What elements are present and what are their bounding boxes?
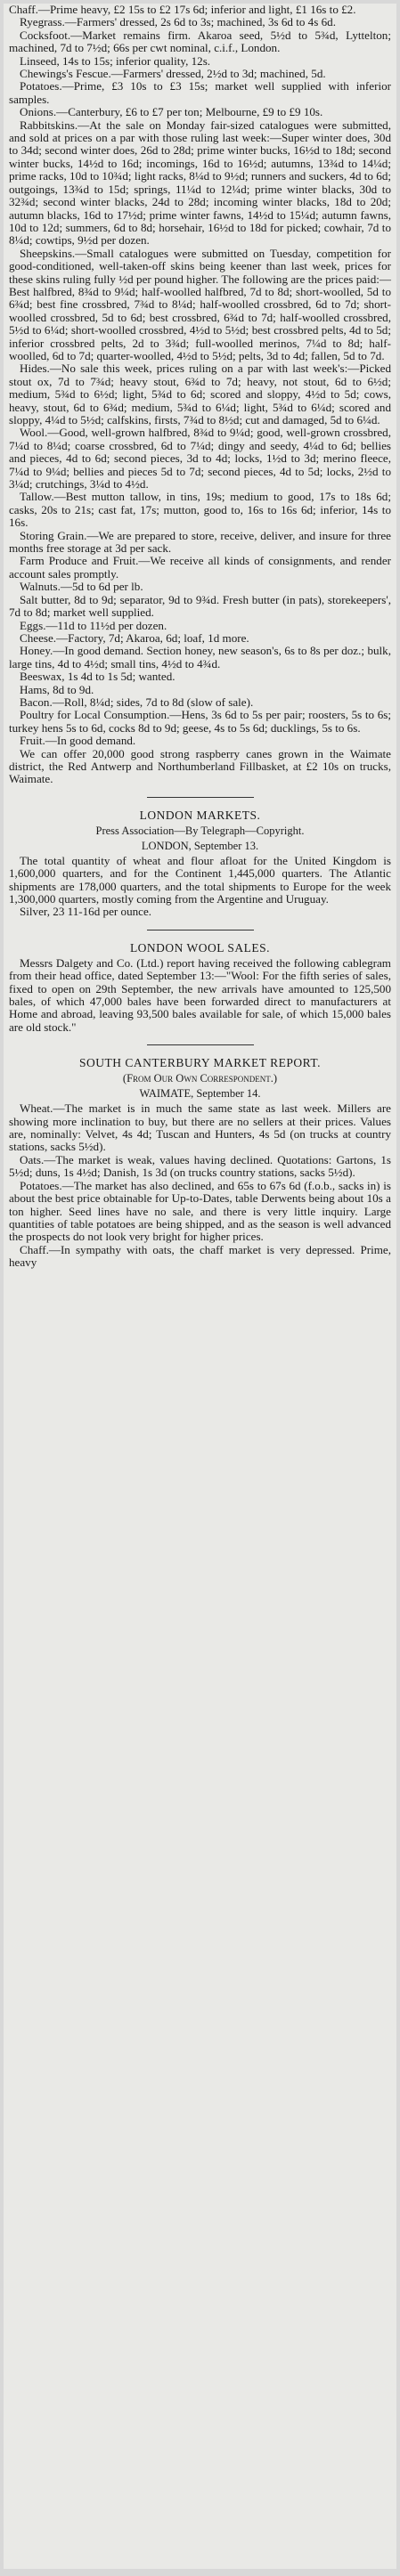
paragraph-chaff: Chaff.—Prime heavy, £2 15s to £2 17s 6d; inferior and light, £1 16s to £2. bbox=[9, 4, 356, 16]
paragraph-chewings-fescue: Chewings's Fescue.—Farmers' dressed, 2½d to 3d; machined, 5d. bbox=[20, 67, 326, 81]
section-divider bbox=[147, 797, 254, 798]
paragraph-storing-grain: Storing Grain.—We are prepared to store, receive, deliver, and insure for three months free storage at 3d per sack. bbox=[9, 528, 391, 556]
paragraph-honey: Honey.—In good demand. Section honey, new season's, 6s to 8s per doz.; bulk, large tins, 4d to 4½d; small tins, 4½d to 4¾d. bbox=[9, 644, 391, 670]
paragraph-bacon: Bacon.—Roll, 8¼d; sides, 7d to 8d (slow of sale). bbox=[20, 695, 254, 709]
london-markets-dateline: LONDON, September 13. bbox=[141, 839, 259, 852]
paragraph-poultry: Poultry for Local Consumption.—Hens, 3s 6d to 5s per pair; roosters, 5s to 6s; turkey hens 5s to 6d, cocks 8d to 9d; geese, 4s to 5s 6d; ducklings, 5s to 6s. bbox=[9, 708, 391, 735]
paragraph-cheese: Cheese.—Factory, 7d; Akaroa, 6d; loaf, 1d more. bbox=[20, 630, 249, 645]
paragraph-farm-produce: Farm Produce and Fruit.—We receive all kinds of consignments, and render account sales promptly. bbox=[9, 554, 391, 581]
south-canterbury-dateline: WAIMATE, September 14. bbox=[139, 1087, 261, 1101]
london-wool-sales-heading: LONDON WOOL SALES. bbox=[129, 940, 271, 955]
paragraph-sheepskins: Sheepskins.—Small catalogues were submitted on Tuesday, competition for good-conditioned, well-taken-off skins being keener than last week, prices for these skins ruling fully ½d per pound higher. The following are the prices paid:—Best halfbred, 8¾d to 9¼d; half-woolled halfbred, 7d to 8d; short-woolled, 5d to 6¾d; best fine crossbred, 7¾d to 8¼d; half-woolled crossbred, 6d to 7d; short-woolled crossbred, 5d to 6d; best crossbred, 6¾d to 7d; half-woolled crossbred, 5½d to 6¼d; short-woolled crossbred, 4½d to 5½d; best crossbred pelts, 4d to 5d; inferior crossbred pelts, 2d to 3¾d; full-woolled merinos, 7¼d to 8d; half-woolled, 6d to 7d; quarter-woolled, 4½d to 5½d; pelts, 3d to 4d; fallen, 5d to 7d. bbox=[9, 246, 391, 362]
south-canterbury-section bbox=[9, 1056, 391, 1269]
paragraph-raspberry-canes: We can offer 20,000 good strong raspberry canes grown in the Waimate district, the Red Antwerp and Northumberland Fillbasket, at £2 10s on trucks, Waimate. bbox=[9, 746, 391, 786]
paragraph-cocksfoot: Cocksfoot.—Market remains firm. Akaroa seed, 5½d to 5¾d, Lyttelton; machined, 7d to 7½d; 66s per cwt nominal, c.i.f., London. bbox=[9, 28, 391, 55]
paragraph-onions: Onions.—Canterbury, £6 to £7 per ton; Melbourne, £9 to £9 10s. bbox=[20, 105, 323, 119]
london-wool-sales-section bbox=[9, 941, 391, 1034]
paragraph-butter: Salt butter, 8d to 9d; separator, 9d to 9¾d. Fresh butter (in pats), storekeepers', 7d to 8d; market well supplied. bbox=[9, 592, 391, 620]
london-markets-credit: Press Association—By Telegraph—Copyright. bbox=[95, 824, 305, 837]
paragraph-silver: Silver, 23 11-16d per ounce. bbox=[20, 905, 152, 919]
paragraph-wheat-afloat: The total quantity of wheat and flour afloat for the United Kingdom is 1,600,000 quarters, and for the Continent 1,445,000 quarters. The Atlantic shipments are 178,000 quarters, and the total shipments to Europe for the week 1,300,000 quarters, mostly coming from the Argentine and Uruguay. bbox=[9, 853, 391, 906]
paragraph-linseed: Linseed, 14s to 15s; inferior quality, 12s. bbox=[20, 53, 211, 68]
london-markets-section bbox=[9, 809, 391, 919]
paragraph-beeswax: Beeswax, 1s 4d to 1s 5d; wanted. bbox=[20, 670, 176, 684]
paragraph-hides: Hides.—No sale this week, prices ruling on a par with last week's:—Picked stout ox, 7d to 7¾d; heavy stout, 6¾d to 7d; heavy, not stout, 6d to 6½d; medium, 5¾d to 6½d; light, 5¾d to 6d; scored and sloppy, 4½d to 5d; cows, heavy, stout, 6d to 6¾d; medium, 5¾d to 6¼d; light, 5¾d to 6¼d; scored and sloppy, 4¼d to 5½d; calfskins, firsts, 7¾d to 8½d; cut and damaged, 5d to 6¼d. bbox=[9, 362, 391, 427]
paragraph-rabbitskins: Rabbitskins.—At the sale on Monday fair-sized catalogues were submitted, and sold at prices on a par with those ruling last week:—Super winter does, 30d to 34d; second winter does, 26d to 28d; prime winter bucks, 16½d to 18d; second winter bucks, 14½d to 16d; incomings, 16d to 16½d; autumns, 13¾d to 14¼d; prime racks, 10d to 10¾d; light racks, 8¼d to 9½d; runners and suckers, 4d to 6d; outgoings, 13¾d to 15d; springs, 11¼d to 12¼d; prime winter blacks, 30d to 32¾d; second winter blacks, 24d to 28d; incoming winter blacks, 18d to 20d; autumn blacks, 16d to 17½d; prime winter fawns, 14½d to 15¼d; autumn fawns, 10d to 12d; summers, 6d to 8d; horsehair, 16½d to 18d for picked; cowhair, 7d to 8¼d; cowtips, 9½d per dozen. bbox=[9, 118, 391, 248]
paragraph-potatoes: Potatoes.—Prime, £3 10s to £3 15s; market well supplied with inferior samples. bbox=[9, 79, 391, 106]
paragraph-sc-oats: Oats.—The market is weak, values having declined. Quotations: Gartons, 1s 5½d; duns, 1s 4½d; Danish, 1s 3d (on trucks country stations, sacks 5½d). bbox=[9, 1152, 391, 1180]
paragraph-wool: Wool.—Good, well-grown halfbred, 8¾d to 9¼d; good, well-grown crossbred, 7¼d to 8¼d; coarse crossbred, 6d to 7¼d; dingy and seedy, 4¼d to 6d; bellies and pieces, 4d to 6d; second pieces, 3d to 4d; locks, 1½d to 3d; merino fleece, 7¼d to 9¼d; bellies and pieces 5d to 7d; second pieces, 4d to 5d; locks, 2½d to 3¼d; crutchings, 3¼d to 4½d. bbox=[9, 426, 391, 492]
paragraph-dalgety-cablegram: Messrs Dalgety and Co. (Ltd.) report having received the following cablegram from their head office, dated September 13:—"Wool: For the fifth series of sales, fixed to open on 29th September, the new arrivals have amounted to 125,500 bales, of which 47,000 bales have been forwarded direct to manufacturers at Home and abroad, leaving 93,500 bales available for sale, of which 15,000 bales are old stock." bbox=[9, 955, 391, 1034]
paragraph-walnuts: Walnuts.—5d to 6d per lb. bbox=[20, 580, 143, 594]
paragraph-sc-potatoes: Potatoes.—The market has also declined, and 65s to 67s 6d (f.o.b., sacks in) is about the best price obtainable for Up-to-Dates, table Derwents being about 10s a ton higher. Seed lines have no sale, and there is very little inquiry. Large quantities of table potatoes are being shipped, and as the season is well advanced the prospects do not look very bright for higher prices. bbox=[9, 1178, 391, 1244]
london-markets-heading: LONDON MARKETS. bbox=[139, 808, 261, 822]
paragraph-sc-wheat: Wheat.—The market is in much the same state as last week. Millers are showing more inclination to buy, but there are no sellers at their prices. Values are, nominally: Velvet, 4s 4d; Tuscan and Hunters, 4s 5d (on trucks at country stations, sacks 5½d). bbox=[9, 1101, 391, 1154]
newspaper-page bbox=[4, 4, 396, 2569]
paragraph-fruit: Fruit.—In good demand. bbox=[20, 734, 136, 748]
south-canterbury-heading: SOUTH CANTERBURY MARKET REPORT. bbox=[79, 1056, 321, 1070]
paragraph-hams: Hams, 8d to 9d. bbox=[20, 682, 94, 696]
paragraph-tallow: Tallow.—Best mutton tallow, in tins, 19s; medium to good, 17s to 18s 6d; casks, 20s to 21s; cast fat, 17s; mutton, good to, 16s to 16s 6d; inferior, 14s to 16s. bbox=[9, 490, 391, 530]
south-canterbury-credit: (From Our Own Correspondent.) bbox=[122, 1072, 278, 1085]
paragraph-sc-chaff: Chaff.—In sympathy with oats, the chaff market is very depressed. Prime, heavy bbox=[9, 1242, 391, 1270]
paragraph-ryegrass: Ryegrass.—Farmers' dressed, 2s 6d to 3s; machined, 3s 6d to 4s 6d. bbox=[20, 15, 336, 29]
section-divider bbox=[147, 1044, 254, 1045]
paragraph-eggs: Eggs.—11d to 11½d per dozen. bbox=[20, 618, 167, 632]
market-report-top bbox=[9, 4, 391, 786]
